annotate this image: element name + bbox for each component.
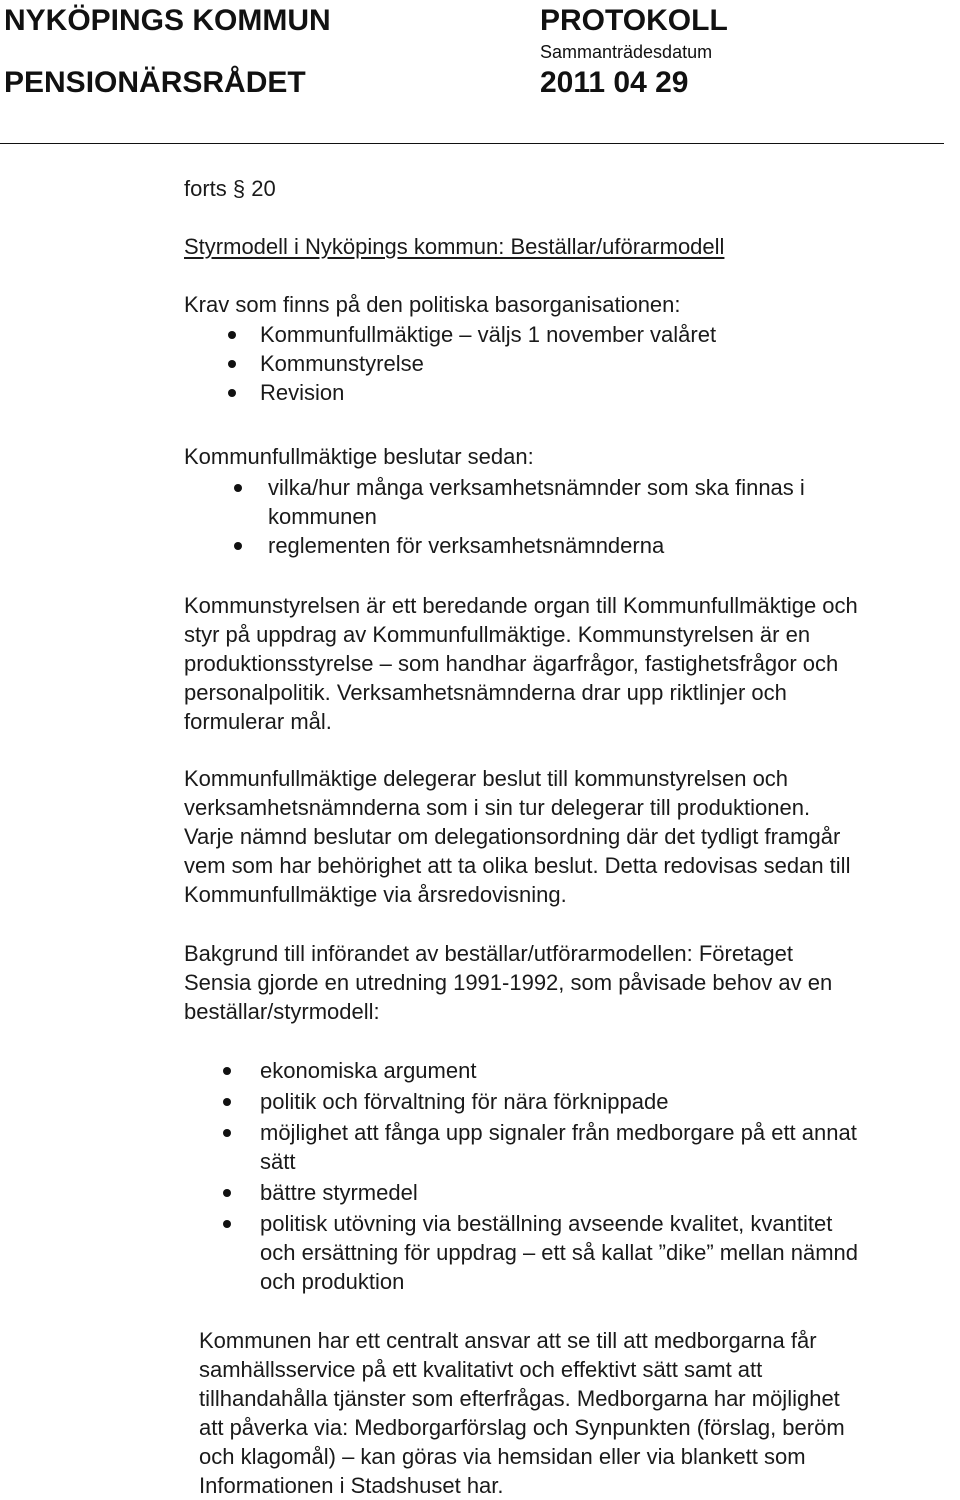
header-council: PENSIONÄRSRÅDET	[4, 66, 306, 99]
list-item: vilka/hur många verksamhetsnämnder som ska finnas i kommunen	[234, 473, 805, 531]
list-item: ekonomiska argument	[223, 1056, 858, 1085]
bullet-icon	[228, 360, 236, 368]
list-item: bättre styrmedel	[223, 1178, 858, 1207]
bullet-icon	[228, 389, 236, 397]
paragraph-2: Kommunfullmäktige delegerar beslut till kommunstyrelsen och verksamhetsnämnderna som i sin tur delegerar till produktionen. Varje nämnd beslutar om delegationsordning där det tydligt framgår vem som har behörighet att ta olika beslut. Detta redovisas sedan till Kommunfullmäktige via årsredovisning.	[184, 766, 851, 907]
list-item: Kommunstyrelse	[228, 349, 716, 378]
bullet-icon	[223, 1220, 231, 1228]
block1-intro: Krav som finns på den politiska basorganisationen:	[184, 292, 681, 317]
block2-list	[234, 473, 805, 560]
list-item: Revision	[228, 378, 716, 407]
list-item: möjlighet att fånga upp signaler från medborgare på ett annat sätt	[223, 1118, 858, 1176]
block1-list	[228, 320, 716, 407]
header-doc-type: PROTOKOLL	[540, 4, 728, 37]
bullet-icon	[234, 542, 242, 550]
paragraph-4: Kommunen har ett centralt ansvar att se till att medborgarna får samhällsservice på ett kvalitativt och effektivt sätt samt att tillhandahålla tjänster som efterfrågas. Medborgarna har möjlighet att påverka via: Medborgarförslag och Synpunkten (förslag, beröm och klagomål) – kan göras via hemsidan eller via blankett som Informationen i Stadshuset har.	[199, 1328, 845, 1498]
list-item: politisk utövning via beställning avseende kvalitet, kvantitet och ersättning för uppdrag – ett så kallat ”dike” mellan nämnd och produktion	[223, 1209, 858, 1296]
header-divider	[0, 143, 944, 144]
block2-intro: Kommunfullmäktige beslutar sedan:	[184, 444, 534, 469]
list-item: reglementen för verksamhetsnämnderna	[234, 531, 805, 560]
header-date-label: Sammanträdesdatum	[540, 42, 713, 62]
header-date: 2011 04 29	[540, 66, 689, 99]
block3-list	[223, 1056, 858, 1296]
paragraph-1: Kommunstyrelsen är ett beredande organ till Kommunfullmäktige och styr på uppdrag av Kommunfullmäktige. Kommunstyrelsen är en produktionsstyrelse – som handhar ägarfrågor, fastighetsfrågor och personalpolitik. Verksamhetsnämnderna drar upp riktlinjer och formulerar mål.	[184, 593, 858, 734]
bullet-icon	[234, 484, 242, 492]
bullet-icon	[228, 331, 236, 339]
bullet-icon	[223, 1098, 231, 1106]
list-item: politik och förvaltning för nära förknippade	[223, 1087, 858, 1116]
bullet-icon	[223, 1067, 231, 1075]
section-title: Styrmodell i Nyköpings kommun: Beställar/uförarmodell	[184, 234, 725, 259]
header-org: NYKÖPINGS KOMMUN	[4, 4, 331, 37]
bullet-icon	[223, 1129, 231, 1137]
list-item: Kommunfullmäktige – väljs 1 november valåret	[228, 320, 716, 349]
bullet-icon	[223, 1189, 231, 1197]
paragraph-3: Bakgrund till införandet av beställar/utförarmodellen: Företaget Sensia gjorde en utredning 1991-1992, som påvisade behov av en beställar/styrmodell:	[184, 941, 833, 1024]
section-ref: forts § 20	[184, 176, 276, 201]
